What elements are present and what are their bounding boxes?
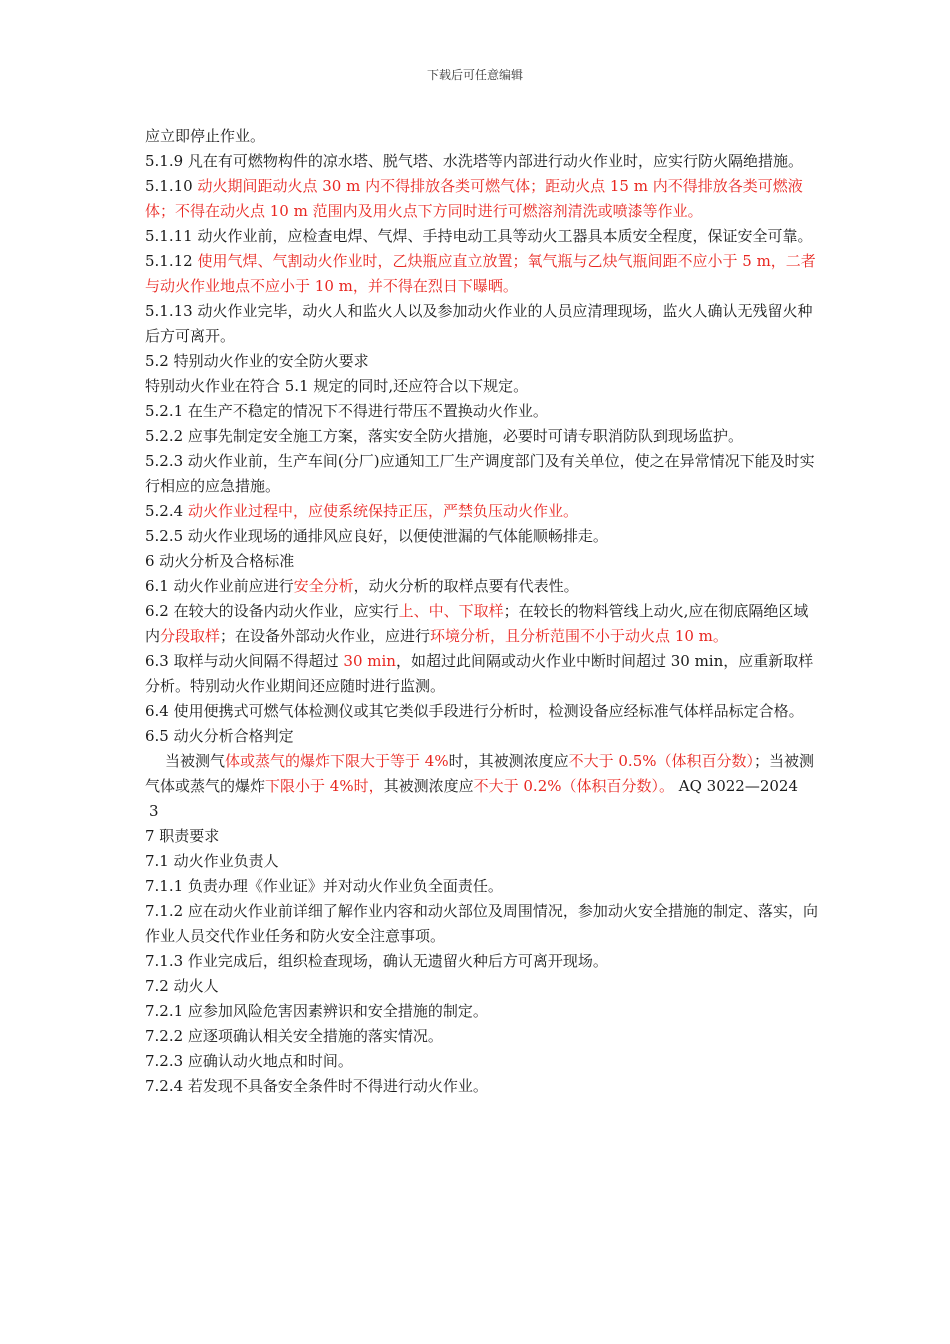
highlighted-text: 不大于 0.5%（体积百分数） <box>568 752 754 770</box>
paragraph <box>145 524 821 549</box>
text-segment: ，如超过此间隔或动火作业中断时间超过 30 min，应重新取样分析。特别动火作业期间还应随时进行监测。 <box>145 652 814 695</box>
paragraph <box>145 749 821 799</box>
paragraph <box>145 574 821 599</box>
highlighted-text: 环境分析，且分析范围不小于动火点 10 m。 <box>430 627 728 645</box>
text-segment: 6.2 在较大的设备内动火作业，应实行 <box>145 602 399 620</box>
paragraph <box>145 649 821 699</box>
text-segment: 6.4 使用便携式可燃气体检测仪或其它类似手段进行分析时，检测设备应经标准气体样品标定合格。 <box>145 702 804 720</box>
page-number <box>145 799 821 824</box>
paragraph <box>145 1074 821 1099</box>
text-segment: 5.1.9 凡在有可燃物构件的凉水塔、脱气塔、水洗塔等内部进行动火作业时，应实行防火隔绝措施。 <box>145 152 803 170</box>
highlighted-text: 上、中、下取样 <box>398 602 504 620</box>
document-body <box>145 124 821 1099</box>
paragraph <box>145 999 821 1024</box>
text-segment: AQ 3022—2024 <box>674 777 799 795</box>
paragraph <box>145 499 821 524</box>
text-segment: 5.2 特别动火作业的安全防火要求 <box>145 352 369 370</box>
text-segment: 其被测浓度应 <box>383 777 474 795</box>
text-segment: 5.1.12 <box>145 252 198 270</box>
text-segment: 7.2.3 应确认动火地点和时间。 <box>145 1052 353 1070</box>
text-segment: 6 动火分析及合格标准 <box>145 552 295 570</box>
text-segment: 时，其被测浓度应 <box>448 752 569 770</box>
text-segment: ；当被测气体或蒸气的爆炸 <box>145 752 815 795</box>
paragraph <box>145 699 821 724</box>
highlighted-text: 安全分析 <box>293 577 354 595</box>
paragraph <box>145 374 821 399</box>
highlighted-text: 分段取样 <box>160 627 221 645</box>
paragraph <box>145 549 821 574</box>
paragraph <box>145 299 821 349</box>
text-segment: 5.2.5 动火作业现场的通排风应良好，以便使泄漏的气体能顺畅排走。 <box>145 527 608 545</box>
text-segment: 5.2.4 <box>145 502 188 520</box>
paragraph <box>145 1024 821 1049</box>
text-segment: 5.1.13 动火作业完毕，动火人和监火人以及参加动火作业的人员应清理现场，监火人确认无残留火种后方可离开。 <box>145 302 813 345</box>
text-segment: 3 <box>149 802 159 820</box>
paragraph <box>145 874 821 899</box>
text-segment: 5.2.2 应事先制定安全施工方案，落实安全防火措施，必要时可请专职消防队到现场监护。 <box>145 427 743 445</box>
highlighted-text: 体或蒸气的爆炸下限大于等于 4% <box>225 752 449 770</box>
paragraph <box>145 1049 821 1074</box>
paragraph <box>145 899 821 949</box>
paragraph <box>145 124 821 149</box>
paragraph <box>145 599 821 649</box>
text-segment: 当被测气 <box>165 752 226 770</box>
highlighted-text: 30 min <box>343 652 396 670</box>
text-segment: ；在较长的物料管线上动火,应在彻底隔绝区域内 <box>145 602 809 645</box>
paragraph <box>145 149 821 174</box>
text-segment: 7.2.2 应逐项确认相关安全措施的落实情况。 <box>145 1027 443 1045</box>
paragraph <box>145 424 821 449</box>
highlighted-text: 动火期间距动火点 30 m 内不得排放各类可燃气体；距动火点 15 m 内不得排放各类可燃液体；不得在动火点 10 m 范围内及用火点下方同时进行可燃溶剂清洗或喷漆等作业。 <box>145 177 803 220</box>
text-segment: 应立即停止作业。 <box>145 127 266 145</box>
paragraph <box>145 224 821 249</box>
text-segment: 特别动火作业在符合 5.1 规定的同时,还应符合以下规定。 <box>145 377 529 395</box>
highlighted-text: 动火作业过程中，应使系统保持正压，严禁负压动火作业。 <box>187 502 578 520</box>
text-segment: 7.1.1 负责办理《作业证》并对动火作业负全面责任。 <box>145 877 503 895</box>
text-segment: 7.2 动火人 <box>145 977 219 995</box>
text-segment: 6.1 动火作业前应进行 <box>145 577 294 595</box>
text-segment: 7.1 动火作业负责人 <box>145 852 279 870</box>
highlighted-text: 下限小于 4%时， <box>265 777 384 795</box>
text-segment: ；在设备外部动火作业，应进行 <box>220 627 431 645</box>
text-segment: 7.1.2 应在动火作业前详细了解作业内容和动火部位及周围情况，参加动火安全措施的制定、落实，向作业人员交代作业任务和防火安全注意事项。 <box>145 902 818 945</box>
paragraph <box>145 349 821 374</box>
paragraph <box>145 849 821 874</box>
paragraph <box>145 974 821 999</box>
paragraph <box>145 724 821 749</box>
paragraph <box>145 174 821 224</box>
text-segment: 5.2.1 在生产不稳定的情况下不得进行带压不置换动火作业。 <box>145 402 548 420</box>
highlighted-text: 不大于 0.2%（体积百分数）。 <box>473 777 674 795</box>
text-segment: 7.2.4 若发现不具备安全条件时不得进行动火作业。 <box>145 1077 488 1095</box>
page-header: 下载后可任意编辑 <box>426 68 523 82</box>
paragraph <box>145 249 821 299</box>
paragraph <box>145 399 821 424</box>
text-segment: 7.2.1 应参加风险危害因素辨识和安全措施的制定。 <box>145 1002 488 1020</box>
highlighted-text: 使用气焊、气割动火作业时，乙炔瓶应直立放置；氧气瓶与乙炔气瓶间距不应小于 5 m，二者与动火作业地点不应小于 10 m，并不得在烈日下曝晒。 <box>145 252 816 295</box>
paragraph <box>145 949 821 974</box>
text-segment: 7 职责要求 <box>145 827 220 845</box>
text-segment: 5.1.10 <box>145 177 198 195</box>
text-segment: 6.3 取样与动火间隔不得超过 <box>145 652 344 670</box>
text-segment: 5.1.11 动火作业前，应检查电焊、气焊、手持电动工具等动火工器具本质安全程度，保证安全可靠。 <box>145 227 813 245</box>
text-segment: 6.5 动火分析合格判定 <box>145 727 294 745</box>
paragraph <box>145 449 821 499</box>
text-segment: 5.2.3 动火作业前，生产车间(分厂)应通知工厂生产调度部门及有关单位，使之在异常情况下能及时实行相应的应急措施。 <box>145 452 815 495</box>
paragraph <box>145 824 821 849</box>
text-segment: ，动火分析的取样点要有代表性。 <box>353 577 579 595</box>
text-segment: 7.1.3 作业完成后，组织检查现场，确认无遗留火种后方可离开现场。 <box>145 952 608 970</box>
